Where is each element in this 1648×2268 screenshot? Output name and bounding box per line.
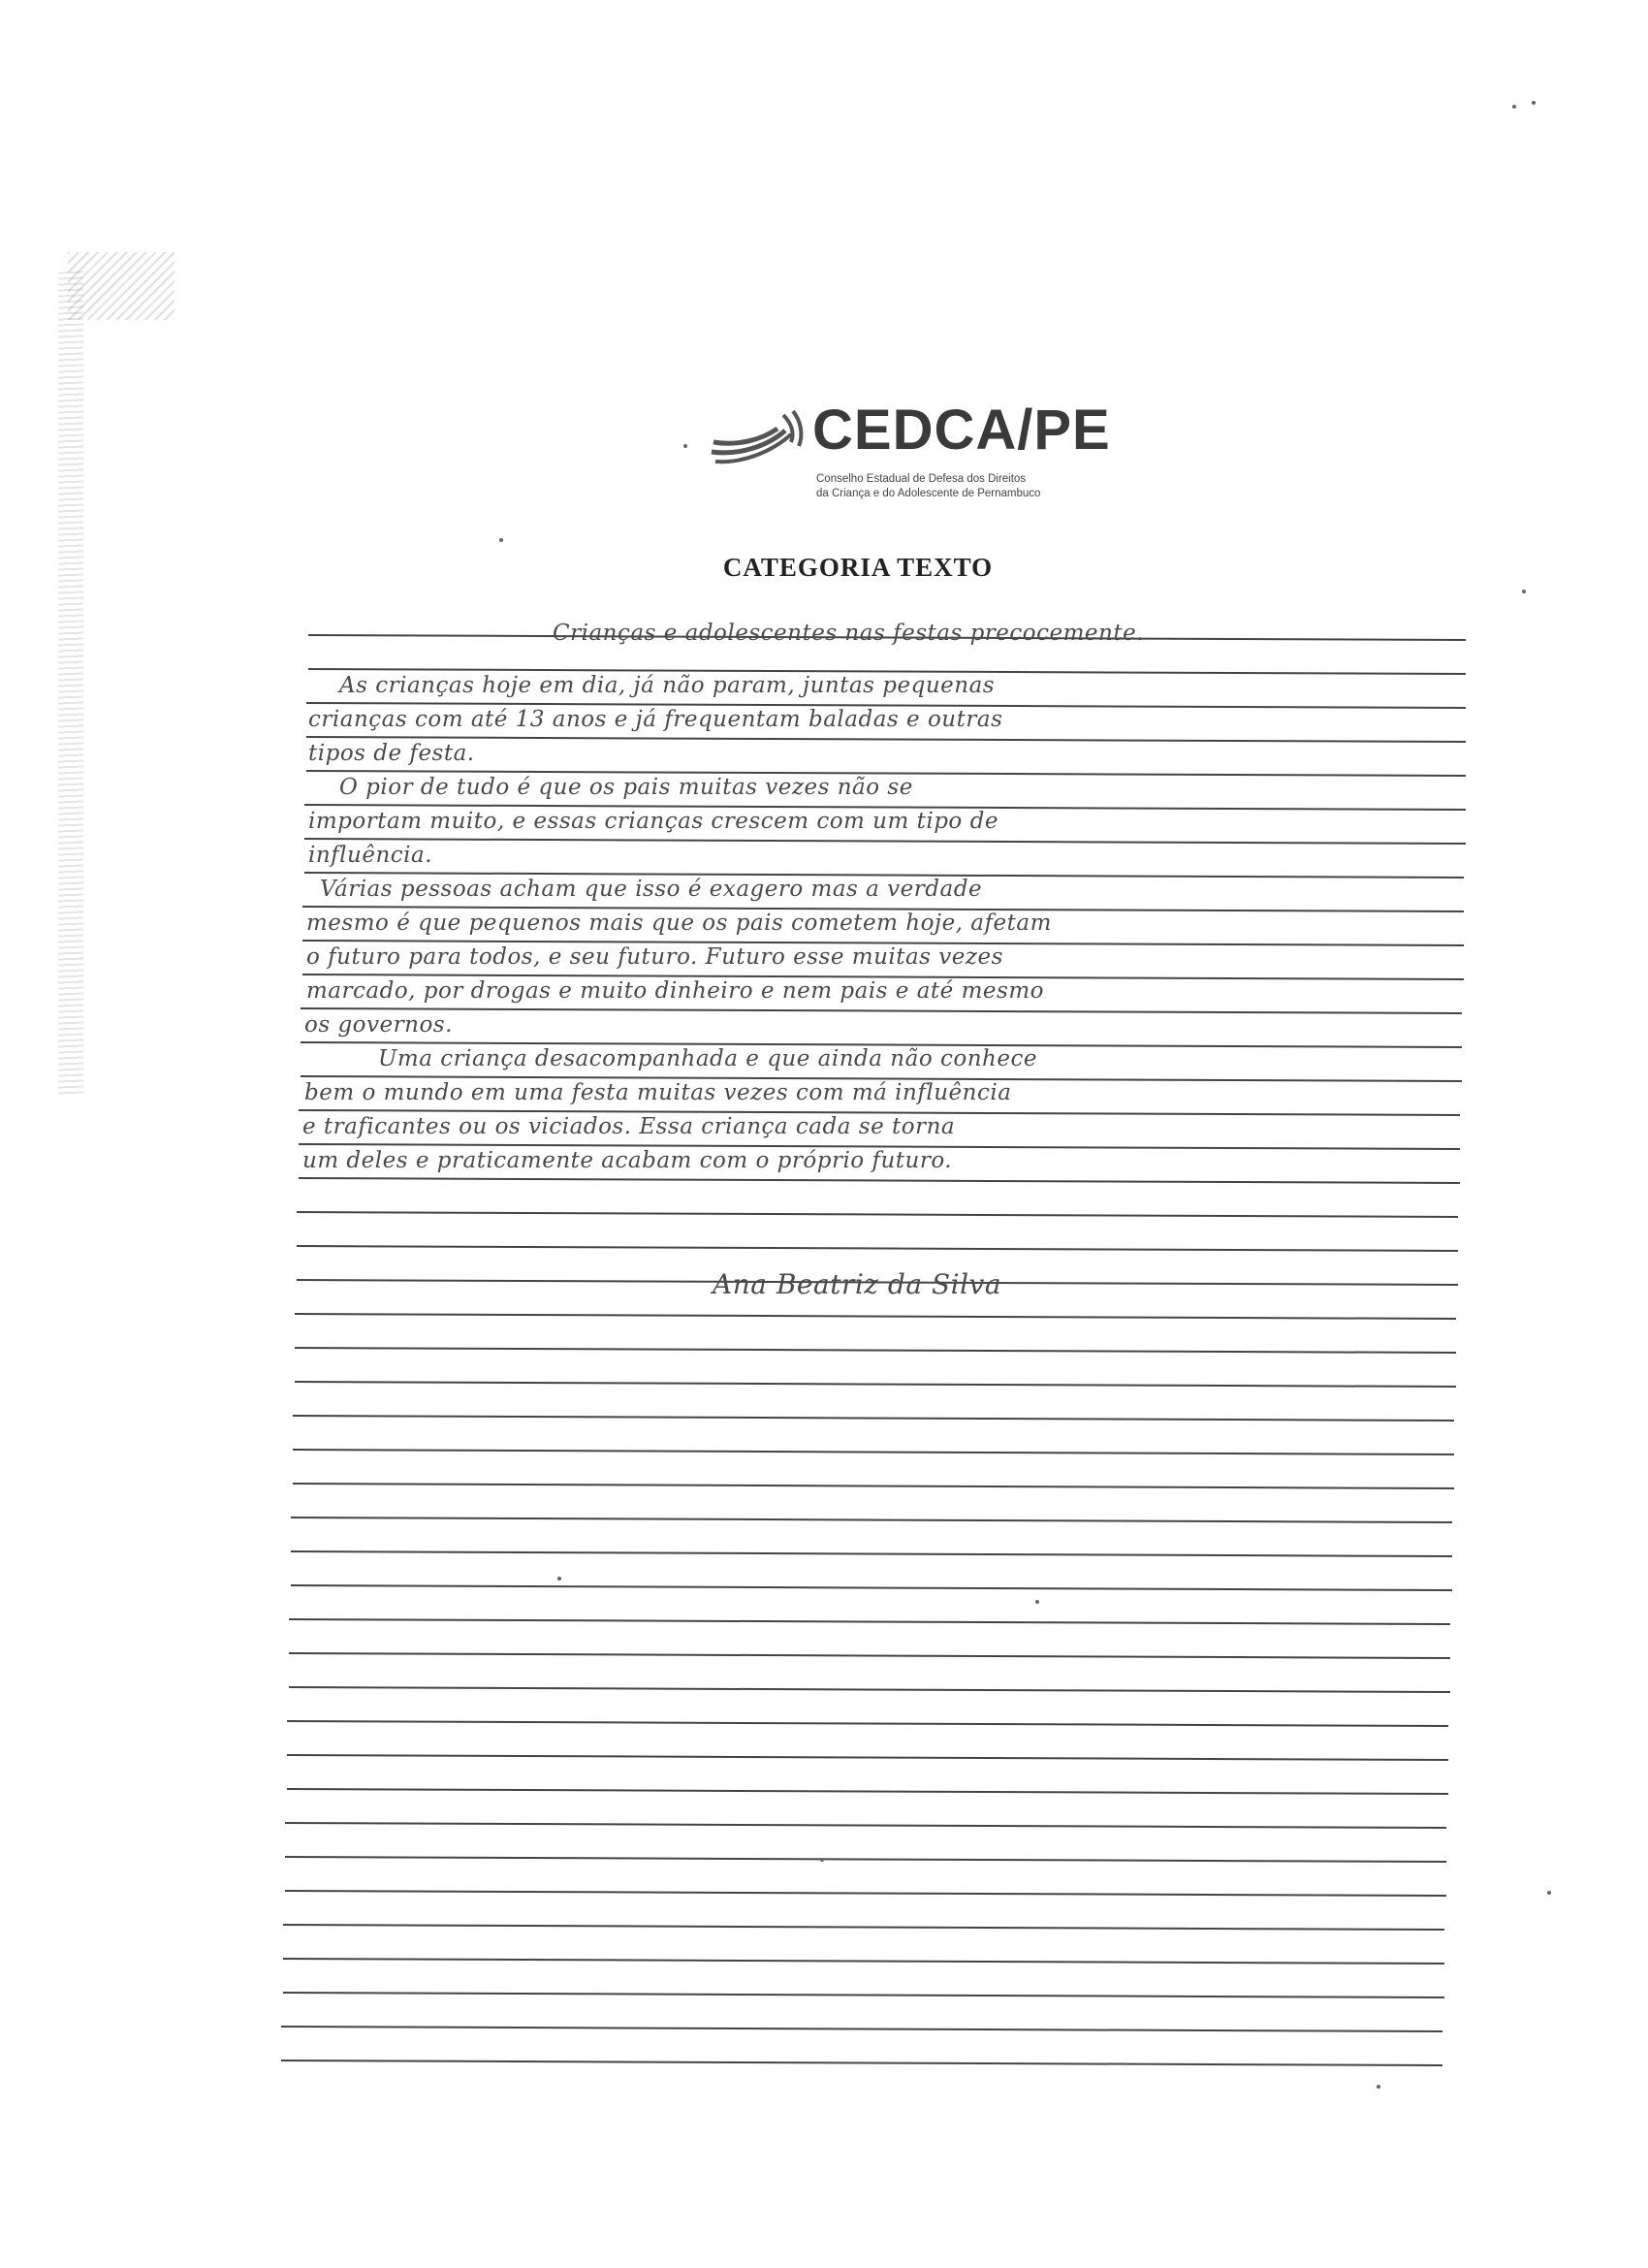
essay-line: tipos de festa. [308,741,475,766]
scan-speck [1035,1600,1039,1604]
essay-line: As crianças hoje em dia, já não param, juntas pequenas [339,673,996,698]
essay-line: os governos. [304,1012,453,1038]
logo-subtitle-2: da Criança e do Adolescente de Pernambuco [816,488,1041,499]
essay-line: O pior de tudo é que os pais muitas vezes não se [339,775,913,800]
essay-line: marcado, por drogas e muito dinheiro e nem pais e até mesmo [306,978,1044,1004]
logo-name: CEDCA/PE [812,399,1111,462]
scan-speck [820,1858,824,1862]
scan-speck [1522,590,1526,593]
essay-line: e traficantes ou os viciados. Essa criança cada se torna [302,1114,956,1139]
scan-speck [499,538,503,542]
scan-speck [1377,2085,1380,2089]
essay-line: Uma criança desacompanhada e que ainda não conhece [378,1046,1037,1071]
logo-subtitle-1: Conselho Estadual de Defesa dos Direitos [816,473,1027,485]
scan-speck [683,444,687,448]
scan-speck [1532,101,1536,105]
essay-title: Crianças e adolescentes nas festas precocemente. [553,621,1145,646]
category-heading: CATEGORIA TEXTO [722,553,994,582]
essay-line: influência. [308,843,433,868]
essay-line: o futuro para todos, e seu futuro. Futuro esse muitas vezes [306,944,1003,970]
essay-line: um deles e praticamente acabam com o próprio futuro. [302,1148,953,1173]
essay-line: bem o mundo em uma festa muitas vezes com má influência [304,1080,1012,1105]
essay-line: crianças com até 13 anos e já frequentam baladas e outras [308,707,1003,732]
essay-line: importam muito, e essas crianças crescem com um tipo de [308,809,998,834]
signature: Ana Beatriz da Silva [713,1268,1002,1300]
scan-speck [1512,105,1516,109]
essay-line: Várias pessoas acham que isso é exagero mas a verdade [320,877,983,902]
scan-speck [557,1577,561,1581]
essay-line: mesmo é que pequenos mais que os pais cometem hoje, afetam [306,910,1052,936]
scan-speck [1547,1891,1551,1895]
